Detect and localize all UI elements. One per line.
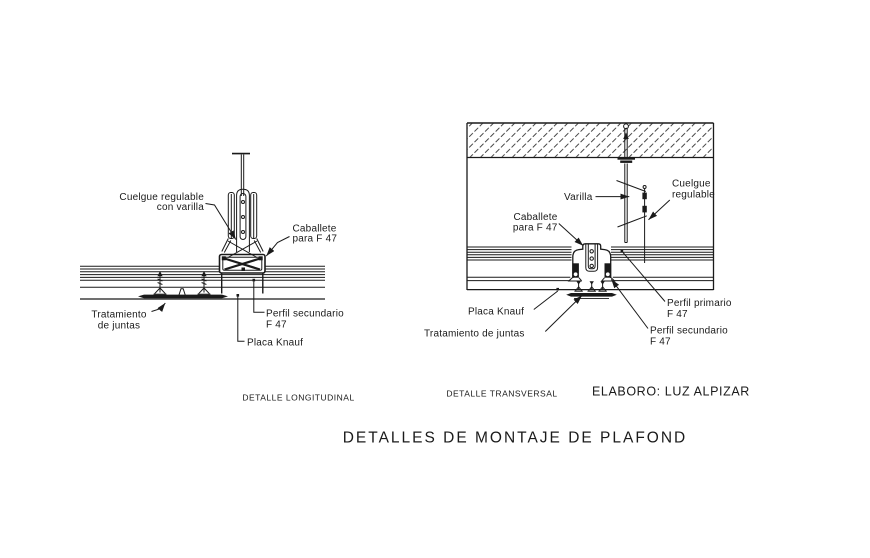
- label-cuelgue-regulable-line1: Cuelgue regulable: [119, 192, 204, 203]
- label-placa-knauf: Placa Knauf: [247, 337, 304, 349]
- label-cuelgue-line2: regulable: [672, 189, 715, 201]
- label-perfil-secundario-line2: F 47: [266, 319, 287, 331]
- label-perfil-primario-line2: F 47: [667, 309, 688, 320]
- label-caballete-line2: para F 47: [292, 233, 338, 245]
- right-detail-labels: [424, 179, 732, 348]
- captions: [242, 385, 750, 447]
- label-cuelgue-line1: Cuelgue: [672, 178, 711, 190]
- label-caballete-line1: Caballete: [292, 223, 337, 235]
- left-detail-labels: [91, 192, 344, 349]
- label-perfil-secundario-right-line1: Perfil secundario: [650, 325, 728, 337]
- caption-detalle-longitudinal: DETALLE LONGITUDINAL: [242, 392, 355, 403]
- label-cuelgue-regulable-line2: con varilla: [156, 202, 204, 213]
- joint-treatment-filler: [138, 295, 228, 299]
- saddle-bracket: [568, 244, 616, 281]
- label-tratamiento-line1: Tratamiento: [91, 309, 147, 321]
- label-tratamiento-right: Tratamiento de juntas: [424, 328, 525, 340]
- label-placa-knauf-right: Placa Knauf: [468, 306, 525, 318]
- adjustable-hanger-clamp: [222, 189, 263, 257]
- author-note: ELABORO: LUZ ALPIZAR: [592, 384, 750, 399]
- label-perfil-secundario-line1: Perfil secundario: [266, 308, 344, 320]
- label-varilla: Varilla: [564, 192, 593, 203]
- label-caballete-right-line1: Caballete: [513, 212, 558, 223]
- label-tratamiento-line2: de juntas: [97, 320, 141, 332]
- varilla-rod: [625, 164, 627, 243]
- label-perfil-primario-line1: Perfil primario: [667, 298, 732, 309]
- board-lines: [467, 277, 714, 289]
- caption-detalle-transversal: DETALLE TRANSVERSAL: [446, 388, 558, 399]
- label-caballete-right-line2: para F 47: [512, 222, 558, 234]
- joint-treatment-filler-right: [566, 293, 617, 298]
- sheet-title: DETALLES DE MONTAJE DE PLAFOND: [342, 429, 688, 447]
- concrete-slab-hatch: [468, 124, 713, 157]
- label-perfil-secundario-right-line2: F 47: [650, 336, 671, 348]
